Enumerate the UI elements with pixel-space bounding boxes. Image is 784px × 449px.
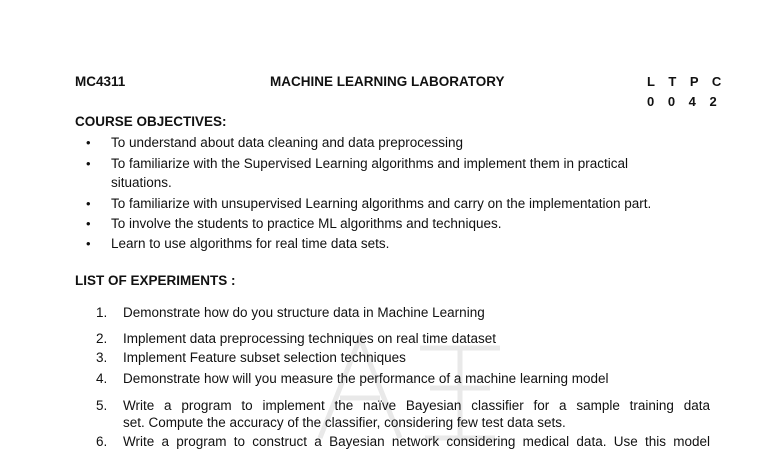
experiment-number: 4.	[96, 371, 108, 386]
objective-item: To involve the students to practice ML algorithms and techniques.	[111, 216, 502, 231]
objective-item: To understand about data cleaning and data preprocessing	[111, 135, 464, 150]
experiment-item-continuation: set. Compute the accuracy of the classifier, considering few test data sets.	[123, 415, 566, 430]
experiment-item: Implement data preprocessing techniques on real time dataset	[123, 331, 496, 346]
bullet-icon: •	[86, 216, 91, 231]
experiment-item: Demonstrate how will you measure the performance of a machine learning model	[123, 371, 609, 386]
course-code: MC4311	[75, 74, 126, 89]
bullet-icon: •	[86, 156, 91, 171]
course-title: MACHINE LEARNING LABORATORY	[270, 74, 505, 89]
bullet-icon: •	[86, 135, 91, 150]
objective-item-continuation: situations.	[111, 175, 172, 190]
ltpc-values: 0 0 4 2	[647, 94, 722, 109]
experiment-number: 1.	[96, 305, 108, 320]
experiment-item: Implement Feature subset selection techniques	[123, 350, 406, 365]
bullet-icon: •	[86, 236, 91, 251]
objective-item: Learn to use algorithms for real time data sets.	[111, 236, 390, 251]
ltpc-label: L T P C	[647, 74, 727, 89]
experiment-number: 6.	[96, 434, 108, 449]
objectives-heading: COURSE OBJECTIVES:	[75, 114, 227, 129]
experiment-number: 5.	[96, 398, 108, 413]
experiment-number: 3.	[96, 350, 108, 365]
experiment-item: Write a program to implement the naïve Bayesian classifier for a sample training data	[123, 398, 710, 413]
objective-item: To familiarize with the Supervised Learning algorithms and implement them in practical	[111, 156, 628, 171]
experiment-number: 2.	[96, 331, 108, 346]
bullet-icon: •	[86, 196, 91, 211]
objective-item: To familiarize with unsupervised Learning algorithms and carry on the implementation part.	[111, 196, 652, 211]
experiment-item: Write a program to construct a Bayesian network considering medical data. Use this model	[123, 434, 710, 449]
experiments-heading: LIST OF EXPERIMENTS :	[75, 273, 236, 288]
experiment-item: Demonstrate how do you structure data in Machine Learning	[123, 305, 485, 320]
